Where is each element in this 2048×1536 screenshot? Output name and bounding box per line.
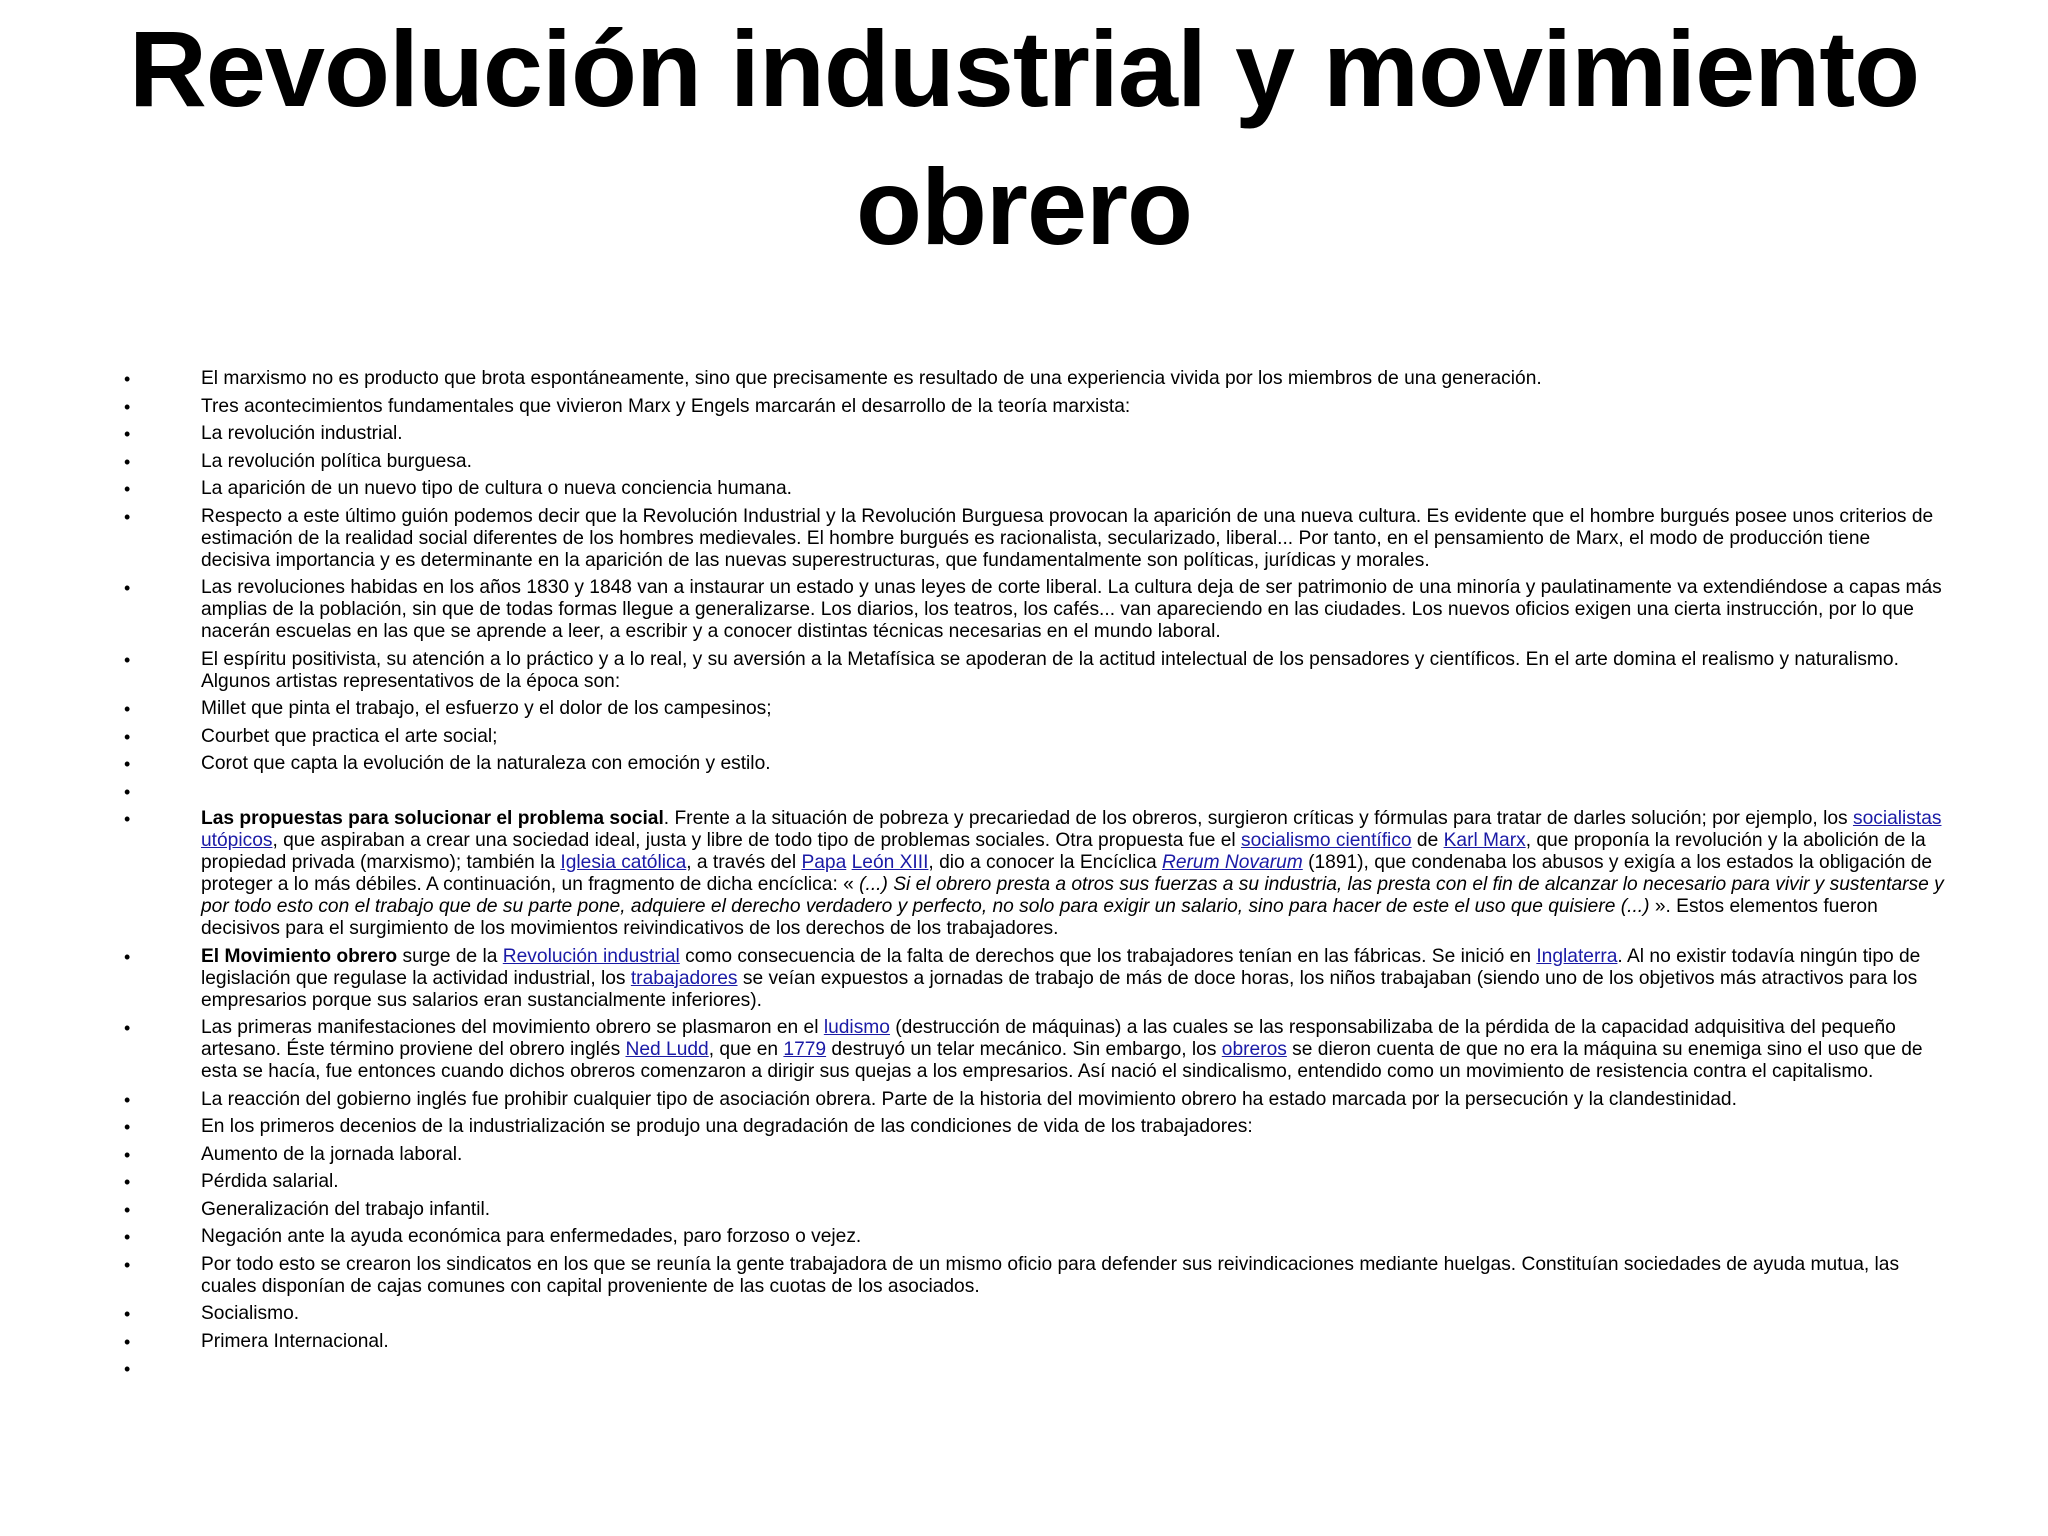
- text-segment: Corot que capta la evolución de la naturaleza con emoción y estilo.: [201, 753, 771, 774]
- list-item-text: [201, 506, 1933, 571]
- text-segment: Socialismo.: [201, 1303, 300, 1324]
- text-segment: Courbet que practica el arte social;: [201, 725, 498, 747]
- bullet-point-icon: •: [124, 946, 131, 967]
- text-segment: Millet que pinta el trabajo, el esfuerzo y el dolor de los campesinos;: [201, 698, 772, 719]
- list-item: [124, 423, 1944, 445]
- bullet-point-icon: •: [124, 754, 131, 774]
- list-item: [124, 1199, 1944, 1221]
- text-segment: Las primeras manifestaciones del movimiento obrero se plasmaron en el: [201, 1017, 824, 1038]
- text-segment: de: [1411, 830, 1444, 851]
- bullet-point-icon: •: [124, 451, 131, 472]
- list-item-text: [201, 1171, 339, 1192]
- text-segment: (1891), que condenaba los abusos y exigía a los estados la obligación de proteger a lo más débiles. A continuación, un fragmento de dicha encíclica: «: [201, 852, 1933, 895]
- bullet-point-icon: •: [124, 369, 131, 389]
- slide-title: Revolución industrial y movimiento obrero: [128, 8, 1920, 267]
- text-segment: Respecto a este último guión podemos decir que la Revolución Industrial y la Revolución Burguesa provocan la aparición de una nueva cultura. Es evidente que el hombre burgués posee unos criterios de estimación de la realidad social diferentes de los hombres medievales. El hombre burgués es racionalista, secularizado, liberal... Por tanto, en el pensamiento de Marx, el modo de producción tiene decisiva importancia y es determinante en la aparición de las nuevas superestructuras, que fundamentalmente son políticas, jurídicas y morales.: [201, 505, 1934, 571]
- hyperlink[interactable]: Ned Ludd: [625, 1039, 709, 1060]
- text-segment: La revolución política burguesa.: [201, 450, 472, 472]
- hyperlink[interactable]: Revolución industrial: [502, 945, 680, 967]
- bullet-list: [124, 368, 1944, 1386]
- text-segment: surge de la: [397, 945, 503, 967]
- hyperlink[interactable]: trabajadores: [630, 967, 738, 989]
- text-segment: , que en: [708, 1039, 784, 1060]
- list-item-text: [201, 698, 772, 719]
- bold-text: El Movimiento obrero: [201, 945, 398, 967]
- text-segment: Aumento de la jornada laboral.: [201, 1143, 463, 1165]
- text-segment: ». Estos elementos fueron decisivos para el surgimiento de los movimientos reivindicativos de los derechos de los trabajadores.: [201, 896, 1878, 939]
- bullet-point-icon: •: [124, 424, 131, 444]
- list-item-text: [201, 726, 498, 747]
- text-segment: Primera Internacional.: [201, 1330, 389, 1352]
- text-segment: Pérdida salarial.: [201, 1171, 339, 1192]
- bullet-point-icon: •: [124, 699, 131, 719]
- list-item: [124, 649, 1944, 693]
- text-segment: La reacción del gobierno inglés fue prohibir cualquier tipo de asociación obrera. Parte de la historia del movimiento obrero ha estado marcada por la persecución y la clandestinidad.: [201, 1088, 1737, 1110]
- quote-text: (...) Si el obrero presta a otros sus fuerzas a su industria, las presta con el fin de alcanzar lo necesario para vivir y sustentarse y por todo esto con el trabajo que de su parte pone, adquiere el derecho verdadero y perfecto, no solo para exigir un salario, sino para hacer de este el uso que quisiere (...): [201, 874, 1944, 917]
- list-item: [124, 946, 1944, 1012]
- list-item: [124, 1089, 1944, 1111]
- text-segment: , dio a conocer la Encíclica: [928, 852, 1162, 873]
- text-segment: . Al no existir todavía ningún tipo de legislación que regulase la actividad industrial, los: [201, 945, 1921, 989]
- list-item-text: [201, 368, 1542, 389]
- list-item-text: [201, 1017, 1923, 1082]
- text-segment: Generalización del trabajo infantil.: [201, 1198, 491, 1220]
- list-item-text: [201, 451, 472, 472]
- text-segment: como consecuencia de la falta de derechos que los trabajadores tenían en las fábricas. Se inició en: [679, 945, 1537, 967]
- bullet-point-icon: •: [124, 1144, 131, 1165]
- list-item-text: [201, 946, 1920, 1011]
- text-segment: El marxismo no es producto que brota espontáneamente, sino que precisamente es resultado de una experiencia vivida por los miembros de una generación.: [201, 368, 1542, 389]
- list-item-text: [201, 808, 1944, 939]
- list-item-text: [201, 753, 771, 774]
- list-item: [124, 1254, 1944, 1298]
- list-item-text: [201, 396, 1130, 417]
- list-item-text: [201, 577, 1942, 642]
- bullet-point-icon: •: [124, 1359, 131, 1379]
- hyperlink[interactable]: Iglesia católica: [560, 852, 687, 873]
- bullet-point-icon: •: [124, 1018, 131, 1038]
- text-segment: se dieron cuenta de que no era la máquina su enemiga sino el uso que de esta se hacía, fue entonces cuando dichos obreros comenzaron a dirigir sus quejas a los empresarios. Así nació el sindicalismo, entendido como un movimiento de resistencia contra el capitalismo.: [201, 1039, 1923, 1082]
- hyperlink[interactable]: socialistas utópicos: [201, 808, 1942, 851]
- bullet-point-icon: •: [124, 1304, 131, 1324]
- hyperlink[interactable]: Inglaterra: [1536, 945, 1618, 967]
- list-item-text: [201, 1226, 861, 1247]
- bullet-point-icon: •: [124, 809, 131, 829]
- hyperlink[interactable]: Karl Marx: [1443, 830, 1526, 851]
- hyperlink[interactable]: Papa: [801, 852, 847, 873]
- text-segment: En los primeros decenios de la industrialización se produjo una degradación de las condiciones de vida de los trabajadores:: [201, 1116, 1253, 1137]
- list-item: [124, 368, 1944, 390]
- bullet-point-icon: •: [124, 578, 131, 598]
- text-segment: . Frente a la situación de pobreza y precariedad de los obreros, surgieron críticas y fórmulas para tratar de darles solución; por ejemplo, los: [663, 808, 1853, 829]
- text-segment: , que proponía la revolución y la abolición de la propiedad privada (marxismo); también la: [201, 830, 1926, 873]
- text-segment: Las revoluciones habidas en los años 1830 y 1848 van a instaurar un estado y unas leyes de corte liberal. La cultura deja de ser patrimonio de una minoría y paulatinamente va extendiéndose a capas más amplias de la población, sin que de todas formas llegue a generalizarse. Los diarios, los teatros, los cafés... van apareciendo en las ciudades. Los nuevos oficios exigen una cierta instrucción, por lo que nacerán escuelas en las que se aprende a leer, a escribir y a conocer distintas técnicas necesarias en el mundo laboral.: [201, 577, 1942, 642]
- list-item: [124, 451, 1944, 473]
- list-item: [124, 506, 1944, 572]
- hyperlink[interactable]: Rerum Novarum: [1162, 852, 1303, 873]
- text-segment: , que aspiraban a crear una sociedad ideal, justa y libre de todo tipo de problemas sociales. Otra propuesta fue el: [272, 830, 1241, 851]
- text-segment: (destrucción de máquinas) a las cuales se las responsabilizaba de la pérdida de la capacidad adquisitiva del pequeño artesano. Éste término proviene del obrero inglés: [201, 1017, 1896, 1060]
- bullet-point-icon: •: [124, 479, 131, 499]
- list-item-text: [201, 1089, 1737, 1110]
- list-item-text: [201, 1331, 389, 1352]
- text-segment: La aparición de un nuevo tipo de cultura o nueva conciencia humana.: [201, 478, 792, 499]
- list-item: [124, 726, 1944, 748]
- text-segment: Negación ante la ayuda económica para enfermedades, paro forzoso o vejez.: [201, 1226, 862, 1247]
- list-item: [124, 808, 1944, 940]
- list-item-text: [201, 1116, 1253, 1137]
- list-item: [124, 1226, 1944, 1248]
- hyperlink[interactable]: obreros: [1221, 1039, 1287, 1060]
- text-segment: se veían expuestos a jornadas de trabajo de más de doce horas, los niños trabajaban (siendo uno de los objetivos más atractivos para los empresarios porque sus salarios eran sustancialmente inferiores).: [201, 967, 1918, 1011]
- list-item: [124, 478, 1944, 500]
- bold-text: Las propuestas para solucionar el problema social: [201, 808, 664, 829]
- list-item: [124, 1171, 1944, 1193]
- bullet-point-icon: •: [124, 726, 131, 747]
- bullet-point-icon: •: [124, 1172, 131, 1192]
- text-segment: , a través del: [686, 852, 802, 873]
- text-segment: Tres acontecimientos fundamentales que vivieron Marx y Engels marcarán el desarrollo de la teoría marxista:: [201, 395, 1131, 417]
- hyperlink[interactable]: León XIII: [851, 852, 929, 873]
- hyperlink[interactable]: socialismo científico: [1240, 830, 1412, 851]
- bullet-point-icon: •: [124, 1254, 131, 1275]
- bullet-point-icon: •: [124, 1089, 131, 1110]
- list-item-text: [201, 478, 792, 499]
- hyperlink[interactable]: ludismo: [823, 1017, 890, 1038]
- bullet-point-icon: •: [124, 1117, 131, 1137]
- list-item-text: [201, 423, 403, 444]
- hyperlink[interactable]: 1779: [783, 1039, 827, 1060]
- list-item: [124, 396, 1944, 418]
- bullet-point-icon: •: [124, 1227, 131, 1247]
- list-item-text: [201, 1254, 1899, 1297]
- text-segment: La revolución industrial.: [201, 423, 403, 444]
- text-segment: Por todo esto se crearon los sindicatos en los que se reunía la gente trabajadora de un mismo oficio para defender sus reivindicaciones mediante huelgas. Constituían sociedades de ayuda mutua, las cuales disponían de cajas comunes con capital proveniente de las cuotas de los asociados.: [201, 1253, 1900, 1297]
- list-item: [124, 577, 1944, 643]
- list-item: [124, 1017, 1944, 1083]
- list-item: [124, 753, 1944, 775]
- bullet-point-icon: •: [124, 649, 131, 670]
- list-item: [124, 698, 1944, 720]
- list-item: [124, 781, 1944, 803]
- text-segment: destruyó un telar mecánico. Sin embargo, los: [826, 1039, 1222, 1060]
- text-segment: El espíritu positivista, su atención a lo práctico y a lo real, y su aversión a la Metafísica se apoderan de la actitud intelectual de los pensadores y científicos. En el arte domina el realismo y naturalismo. Algunos artistas representativos de la época son:: [201, 648, 1899, 692]
- list-item-text: [201, 1144, 462, 1165]
- bullet-point-icon: •: [124, 1199, 131, 1220]
- bullet-point-icon: •: [124, 1331, 131, 1352]
- list-item: [124, 1144, 1944, 1166]
- list-item-text: [201, 1303, 299, 1324]
- list-item: [124, 1116, 1944, 1138]
- list-item: [124, 1331, 1944, 1353]
- list-item-text: [201, 1199, 490, 1220]
- bullet-point-icon: •: [124, 396, 131, 417]
- bullet-point-icon: •: [124, 506, 131, 527]
- list-item-text: [201, 649, 1899, 692]
- bullet-point-icon: •: [124, 781, 131, 802]
- list-item: [124, 1358, 1944, 1380]
- list-item: [124, 1303, 1944, 1325]
